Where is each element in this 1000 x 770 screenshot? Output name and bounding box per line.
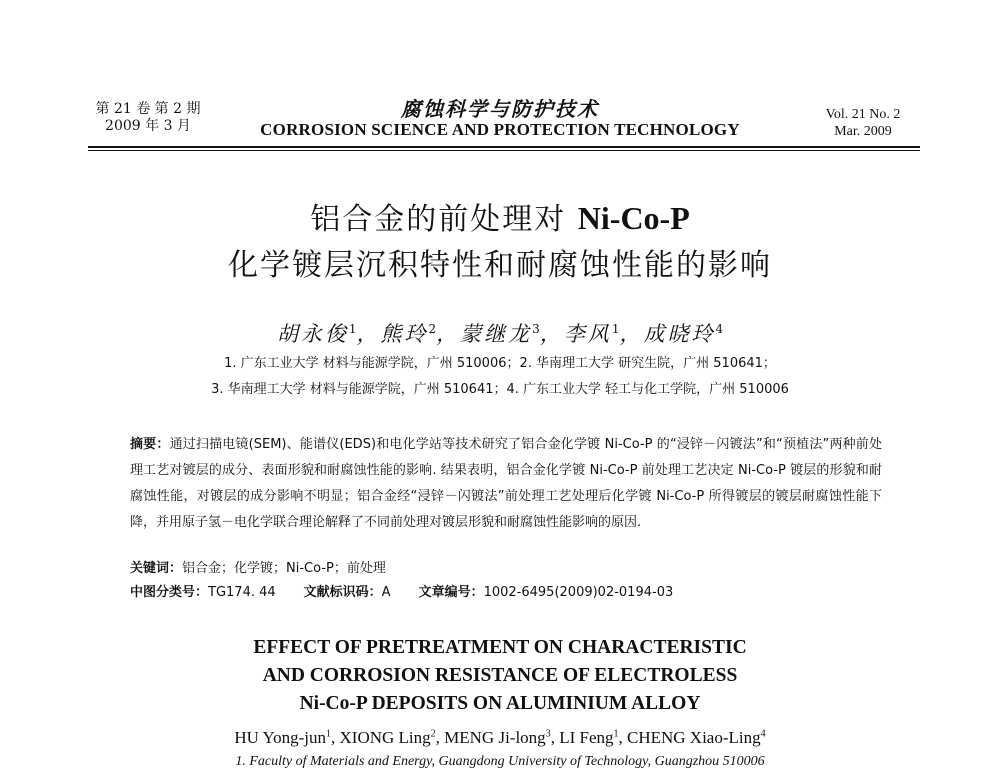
author-name: 蒙继龙	[460, 322, 533, 346]
paper-title-line1-en: Ni-Co-P	[577, 200, 690, 236]
english-title-line1: EFFECT OF PRETREATMENT ON CHARACTERISTIC	[253, 637, 747, 658]
english-author-name: MENG Ji-long	[444, 728, 546, 747]
author-sup: 2	[428, 322, 437, 336]
affiliation-line2: 3. 华南理工大学 材料与能源学院，广州 510641；4. 广东工业大学 轻工与化工学院，广州 510006	[211, 382, 789, 397]
english-author-sup: 1	[613, 728, 619, 740]
date-cn: 2009 年 3 月	[105, 118, 191, 134]
volume-issue-cn: 第 21 卷 第 2 期	[95, 101, 201, 117]
paper-title-line1	[60, 198, 940, 240]
keywords-text: 铝合金；化学镀；Ni-Co-P；前处理	[182, 561, 386, 576]
author-name: 成晓玲	[643, 322, 716, 346]
english-author-name: XIONG Ling	[339, 728, 431, 747]
english-author-list: HU Yong-jun$^1$, XIONG Ling$^2$, MENG Ji-long$^3$, LI Feng$^1$, CHENG Xiao-Ling$^4$	[234, 728, 766, 747]
abstract-label: 摘要：	[130, 437, 170, 452]
english-author-sup: 2	[430, 728, 436, 740]
journal-title-en: CORROSION SCIENCE AND PROTECTION TECHNOLOGY	[260, 120, 740, 139]
volume-issue-en: Vol. 21 No. 2	[825, 107, 901, 122]
author-list: 胡永俊$^1$，熊玲$^2$，蒙继龙$^3$，李风$^1$，成晓玲$^4$	[276, 322, 724, 346]
header-rule-thick	[88, 146, 920, 148]
journal-title	[240, 98, 760, 140]
english-title-line2: AND CORROSION RESISTANCE OF ELECTROLESS	[262, 665, 738, 686]
classification-line	[130, 584, 673, 602]
header-issue-en	[808, 106, 918, 140]
abstract	[130, 432, 882, 536]
author-sup: 1	[611, 322, 620, 336]
keywords	[130, 560, 386, 578]
english-affiliation: 1. Faculty of Materials and Energy, Guangdong University of Technology, Guangzhou 510006	[235, 754, 765, 769]
paper-title-line1-cn: 铝合金的前处理对	[310, 202, 578, 237]
doc-code-value: A	[381, 585, 391, 600]
header-rule-thin	[88, 150, 920, 151]
paper-title-line2: 化学镀层沉积特性和耐腐蚀性能的影响	[228, 248, 772, 283]
english-title-line3: Ni-Co-P DEPOSITS ON ALUMINIUM ALLOY	[299, 693, 701, 714]
affiliation-line1: 1. 广东工业大学 材料与能源学院，广州 510006；2. 华南理工大学 研究生院，广州 510641；	[224, 356, 776, 371]
author-name: 熊玲	[380, 322, 429, 346]
author-sup: 1	[348, 322, 357, 336]
author-name: 胡永俊	[276, 322, 349, 346]
article-no-label: 文章编号：	[418, 585, 484, 600]
author-name: 李风	[563, 322, 612, 346]
english-author-name: CHENG Xiao-Ling	[626, 728, 761, 747]
article-no-value: 1002-6495(2009)02-0194-03	[483, 585, 674, 600]
doc-code-label: 文献标识码：	[303, 585, 382, 600]
author-sup: 3	[532, 322, 540, 336]
english-author-sup: 1	[326, 728, 332, 740]
keywords-label: 关键词：	[130, 561, 183, 576]
english-author-name: HU Yong-jun	[234, 728, 327, 747]
journal-title-cn: 腐蚀科学与防护技术	[401, 97, 599, 121]
header-issue-cn	[88, 101, 208, 135]
author-sup: 4	[715, 322, 724, 336]
abstract-text: 通过扫描电镜(SEM)、能谱仪(EDS)和电化学站等技术研究了铝合金化学镀 Ni-Co-P 的“浸锌－闪镀法”和“预植法”两种前处理工艺对镀层的成分、表面形貌和耐腐蚀性能的影响. 结果表明，铝合金化学镀 Ni-Co-P 前处理工艺决定 Ni-Co-P 镀层的形貌和耐腐蚀性能，对镀层的成分影响不明显；铝合金经“浸锌－闪镀法”前处理工艺处理后化学镀 Ni-Co-P 所得镀层的镀层耐腐蚀性能下降，并用原子氢－电化学联合理论解释了不同前处理对镀层形貌和耐腐蚀性能影响的原因.	[130, 437, 882, 530]
english-author-sup: 4	[760, 728, 766, 740]
clc-value: TG174. 44	[208, 585, 276, 600]
clc-label: 中图分类号：	[130, 585, 209, 600]
date-en: Mar. 2009	[834, 124, 892, 139]
english-author-sup: 3	[545, 728, 551, 740]
english-author-name: LI Feng	[559, 728, 614, 747]
